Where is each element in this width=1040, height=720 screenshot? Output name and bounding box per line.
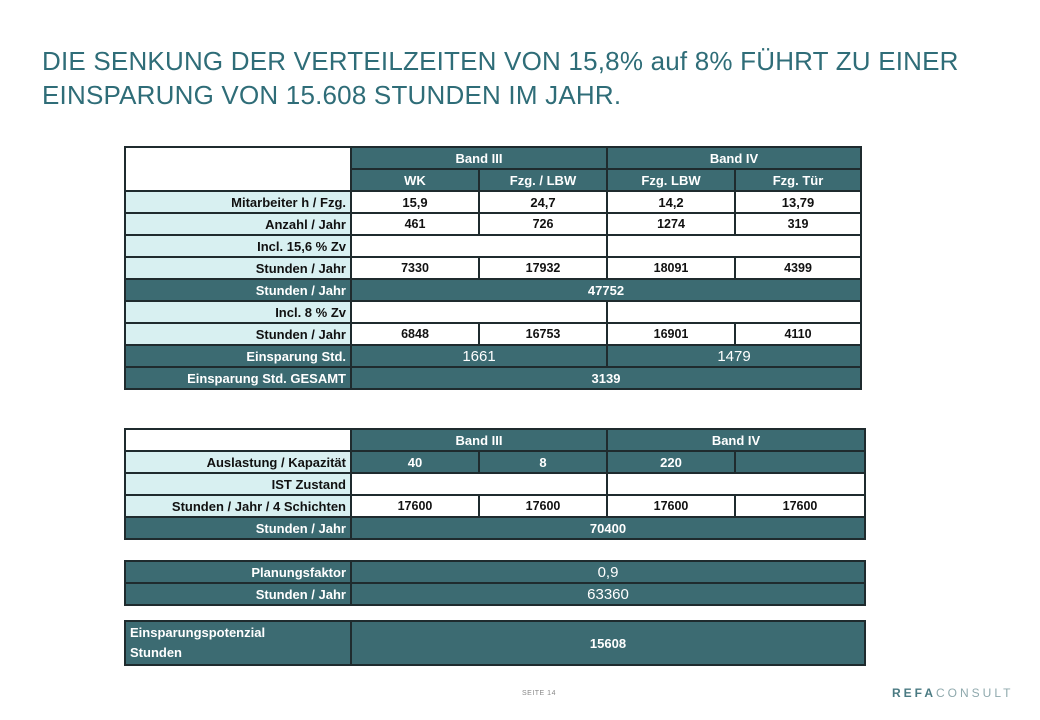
savings-potential-value: 15608 xyxy=(351,621,865,665)
row-label: Stunden / Jahr xyxy=(125,279,351,301)
hours-value: 63360 xyxy=(351,583,865,605)
table-row xyxy=(125,345,861,367)
brand-bold: REFA xyxy=(892,686,937,700)
cell-value: 1274 xyxy=(607,213,735,235)
col-header: Fzg. LBW xyxy=(607,169,735,191)
brand-rest: CONSULT xyxy=(936,686,1014,700)
cell-value: 16753 xyxy=(479,323,607,345)
cell-value: 40 xyxy=(351,451,479,473)
table-row xyxy=(125,279,861,301)
cell-value: 4110 xyxy=(735,323,861,345)
table-row xyxy=(125,323,861,345)
table-row xyxy=(125,301,861,323)
row-label: Stunden / Jahr xyxy=(125,517,351,539)
row-label: Auslastung / Kapazität xyxy=(125,451,351,473)
savings-band4: 1479 xyxy=(607,345,861,367)
table-row xyxy=(125,583,865,605)
empty-cell xyxy=(607,235,861,257)
table-row xyxy=(125,517,865,539)
label-line1: Einsparungspotenzial xyxy=(130,625,266,640)
cell-value: 4399 xyxy=(735,257,861,279)
planning-factor-value: 0,9 xyxy=(351,561,865,583)
row-label: Stunden / Jahr / 4 Schichten xyxy=(125,495,351,517)
table-row xyxy=(125,621,865,665)
cell-value: 220 xyxy=(607,451,735,473)
cell-value: 18091 xyxy=(607,257,735,279)
total-value: 70400 xyxy=(351,517,865,539)
band3-header: Band III xyxy=(351,147,607,169)
cell-value: 17932 xyxy=(479,257,607,279)
cell-value: 17600 xyxy=(607,495,735,517)
savings-band3: 1661 xyxy=(351,345,607,367)
empty-cell xyxy=(351,473,607,495)
band4-header: Band IV xyxy=(607,147,861,169)
total-savings: 3139 xyxy=(351,367,861,389)
label-line2: Stunden xyxy=(130,645,182,660)
row-label: Planungsfaktor xyxy=(125,561,351,583)
row-label: Incl. 8 % Zv xyxy=(125,301,351,323)
row-label: IST Zustand xyxy=(125,473,351,495)
row-label: Stunden / Jahr xyxy=(125,583,351,605)
row-label: Einsparung Std. GESAMT xyxy=(125,367,351,389)
cell-value: 15,9 xyxy=(351,191,479,213)
cell-value: 7330 xyxy=(351,257,479,279)
empty-cell xyxy=(351,301,607,323)
table-row xyxy=(125,191,861,213)
cell-value: 14,2 xyxy=(607,191,735,213)
cell-value: 24,7 xyxy=(479,191,607,213)
cell-value: 8 xyxy=(479,451,607,473)
table-row xyxy=(125,213,861,235)
table-row xyxy=(125,473,865,495)
col-header: Fzg. / LBW xyxy=(479,169,607,191)
page-number: SEITE 14 xyxy=(522,690,556,697)
cell-value: 461 xyxy=(351,213,479,235)
total-value: 47752 xyxy=(351,279,861,301)
cell-value xyxy=(735,451,865,473)
table-row xyxy=(125,235,861,257)
cell-value: 319 xyxy=(735,213,861,235)
capacity-table xyxy=(124,428,866,540)
corner-cell xyxy=(125,147,351,191)
planning-table xyxy=(124,560,866,606)
table-row xyxy=(125,451,865,473)
page-title: DIE SENKUNG DER VERTEILZEITEN VON 15,8% auf 8% FÜHRT ZU EINER EINSPARUNG VON 15.608 STUNDEN IM JAHR. xyxy=(42,46,959,110)
table-row xyxy=(125,495,865,517)
band3-header: Band III xyxy=(351,429,607,451)
cell-value: 17600 xyxy=(479,495,607,517)
cell-value: 17600 xyxy=(735,495,865,517)
row-label: Anzahl / Jahr xyxy=(125,213,351,235)
empty-cell xyxy=(607,301,861,323)
table-row xyxy=(125,561,865,583)
table-row xyxy=(125,257,861,279)
row-label: Einsparung Std. xyxy=(125,345,351,367)
cell-value: 17600 xyxy=(351,495,479,517)
table-row xyxy=(125,367,861,389)
col-header: WK xyxy=(351,169,479,191)
cell-value: 16901 xyxy=(607,323,735,345)
cell-value: 6848 xyxy=(351,323,479,345)
row-label: Mitarbeiter h / Fzg. xyxy=(125,191,351,213)
row-label: Stunden / Jahr xyxy=(125,323,351,345)
cell-value: 726 xyxy=(479,213,607,235)
col-header: Fzg. Tür xyxy=(735,169,861,191)
savings-potential-table xyxy=(124,620,866,666)
row-label: Incl. 15,6 % Zv xyxy=(125,235,351,257)
empty-cell xyxy=(607,473,865,495)
cell-value: 13,79 xyxy=(735,191,861,213)
distribution-time-table xyxy=(124,146,862,390)
row-label: Stunden / Jahr xyxy=(125,257,351,279)
brand-logo xyxy=(892,686,1013,700)
corner-cell xyxy=(125,429,351,451)
savings-potential-label xyxy=(125,621,351,665)
band4-header: Band IV xyxy=(607,429,865,451)
empty-cell xyxy=(351,235,607,257)
